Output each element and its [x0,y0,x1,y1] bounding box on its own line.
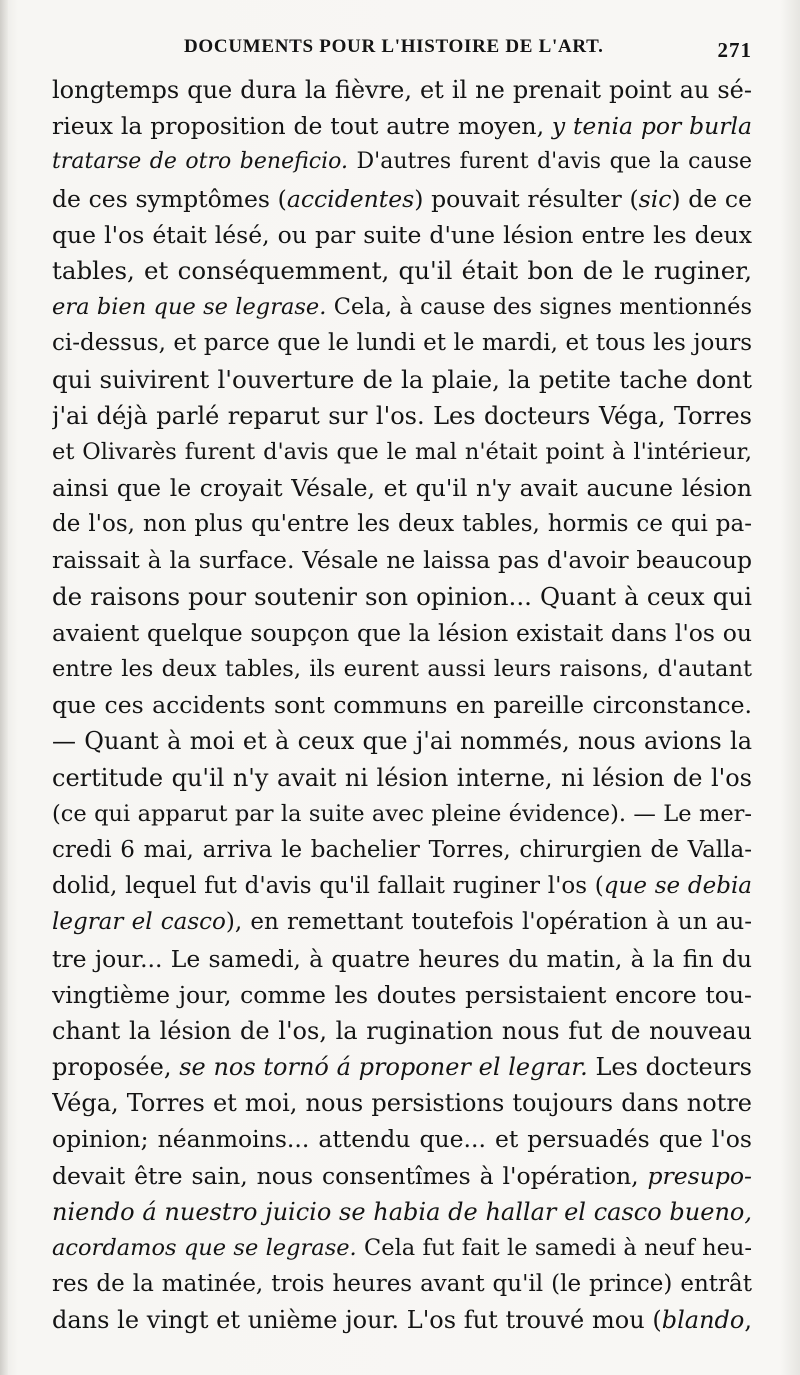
italic-phrase: era bien que se legrase. [52,294,327,321]
text-line [52,615,752,651]
text-line [52,325,752,361]
text-line [52,687,752,723]
text-line [52,723,752,759]
text-line [52,1049,752,1085]
text-line [52,941,752,977]
text-segment: vingtième jour, comme les doutes persistaient encore tou- [52,980,752,1009]
text-line [52,470,752,506]
text-line [52,579,752,615]
text-segment: ), en remettant toutefois l'opération à un au- [225,909,752,936]
text-segment: qui suivirent l'ouverture de la plaie, la petite tache dont [52,364,752,394]
text-segment: ) pouvait résulter ( [414,184,639,213]
text-segment: dans le vingt et unième jour. L'os fut trouvé mou ( [52,1306,662,1335]
text-segment: , [744,1306,752,1335]
text-segment: longtemps que dura la fièvre, et il ne prenait point au sé- [52,76,752,104]
italic-phrase: accidentes [286,184,415,213]
text-segment: de raisons pour soutenir son opinion... Quant à ceux qui [52,581,752,611]
text-line [52,904,752,940]
text-segment: Les docteurs [587,1053,752,1082]
text-segment: de l'os, non plus qu'entre les deux tables, hormis ce qui pa- [52,511,752,538]
italic-phrase: tratarse de otro beneficio. [52,149,348,175]
text-line [52,1158,752,1194]
text-line [52,289,752,325]
text-line [52,1194,752,1230]
text-line [52,832,752,868]
text-line [52,1121,752,1157]
text-line [52,506,752,542]
text-segment: que ces accidents sont communs en pareille circonstance. [52,691,752,720]
text-segment: proposée, [52,1053,180,1082]
text-segment: devait être sain, nous consentîmes à l'opération, [52,1161,648,1190]
text-line [52,108,752,144]
italic-phrase: acordamos que se legrase. [52,1235,357,1261]
text-segment: dolid, lequel fut d'avis qu'il fallait ruginer l'os ( [52,873,604,900]
italic-phrase: se nos tornó á proponer el legrar. [179,1053,588,1082]
text-segment: et Olivarès furent d'avis que le mal n'était point à l'intérieur, [52,438,752,465]
text-line [52,796,752,832]
body-text [52,72,752,1339]
text-segment: ainsi que le croyait Vésale, et qu'il n'y avait aucune lésion [52,474,752,503]
text-segment: entre les deux tables, ils eurent aussi leurs raisons, d'autant [52,656,752,682]
text-segment: chant la lésion de l'os, la rugination nous fut de nouveau [52,1016,752,1045]
text-segment: Cela fut fait le samedi à neuf heu- [356,1235,752,1261]
page-edge-shadow [0,0,8,1375]
text-segment: (ce qui apparut par la suite avec pleine évidence). — Le mer- [52,800,752,827]
text-line [52,977,752,1013]
text-line [52,253,752,289]
text-segment: de ces symptômes ( [52,184,287,213]
text-line [52,72,752,108]
italic-phrase: que se debia [603,873,752,900]
text-line [52,760,752,796]
text-segment: ci-dessus, et parce que le lundi et le mardi, et tous les jours [52,330,752,357]
text-segment: Véga, Torres et moi, nous persistions toujours dans notre [52,1089,752,1118]
italic-phrase: sic [638,184,672,213]
text-segment: j'ai déjà parlé reparut sur l'os. Les docteurs Véga, Torres [52,401,752,430]
text-segment: opinion; néanmoins... attendu que... et persuadés que l'os [52,1125,752,1154]
text-segment: rieux la proposition de tout autre moyen, [52,112,552,141]
text-line [52,362,752,398]
italic-phrase: presupo- [647,1161,752,1190]
text-line [52,542,752,578]
page-number: 271 [717,38,752,62]
text-line [52,1085,752,1121]
text-line [52,398,752,434]
text-segment: tre jour... Le samedi, à quatre heures du matin, à la fin du [52,944,752,973]
text-segment: Cela, à cause des signes mentionnés [326,294,752,321]
text-segment: certitude qu'il n'y avait ni lésion interne, ni lésion de l'os [52,763,752,792]
running-head: DOCUMENTS POUR L'HISTOIRE DE L'ART. [184,36,604,57]
text-line [52,434,752,470]
text-segment: que l'os était lésé, ou par suite d'une lésion entre les deux [52,220,752,249]
text-line [52,651,752,687]
text-line [52,181,752,217]
text-line [52,1266,752,1302]
text-line [52,1302,752,1338]
text-segment: avaient quelque soupçon que la lésion existait dans l'os ou [52,618,752,647]
italic-phrase: blando [661,1306,745,1335]
page-header [52,30,752,70]
italic-phrase: legrar el casco [52,909,226,936]
text-line [52,1230,752,1266]
text-segment: — Quant à moi et à ceux que j'ai nommés, nous avions la [52,727,752,756]
italic-phrase: niendo á nuestro juicio se habia de hallar el casco bueno, [52,1197,752,1226]
text-segment: ) de ce [671,184,752,213]
text-line [52,144,752,180]
text-segment: raissait à la surface. Vésale ne laissa pas d'avoir beaucoup [52,546,752,575]
text-segment: res de la matinée, trois heures avant qu'il (le prince) entrât [52,1271,752,1298]
text-segment: D'autres furent d'avis que la cause [347,149,752,175]
text-line [52,868,752,904]
text-segment: tables, et conséquemment, qu'il était bon de le ruginer, [52,255,752,285]
italic-phrase: y tenia por burla [551,112,752,141]
text-segment: credi 6 mai, arriva le bachelier Torres, chirurgien de Valla- [52,836,752,863]
text-line [52,1013,752,1049]
text-line [52,217,752,253]
